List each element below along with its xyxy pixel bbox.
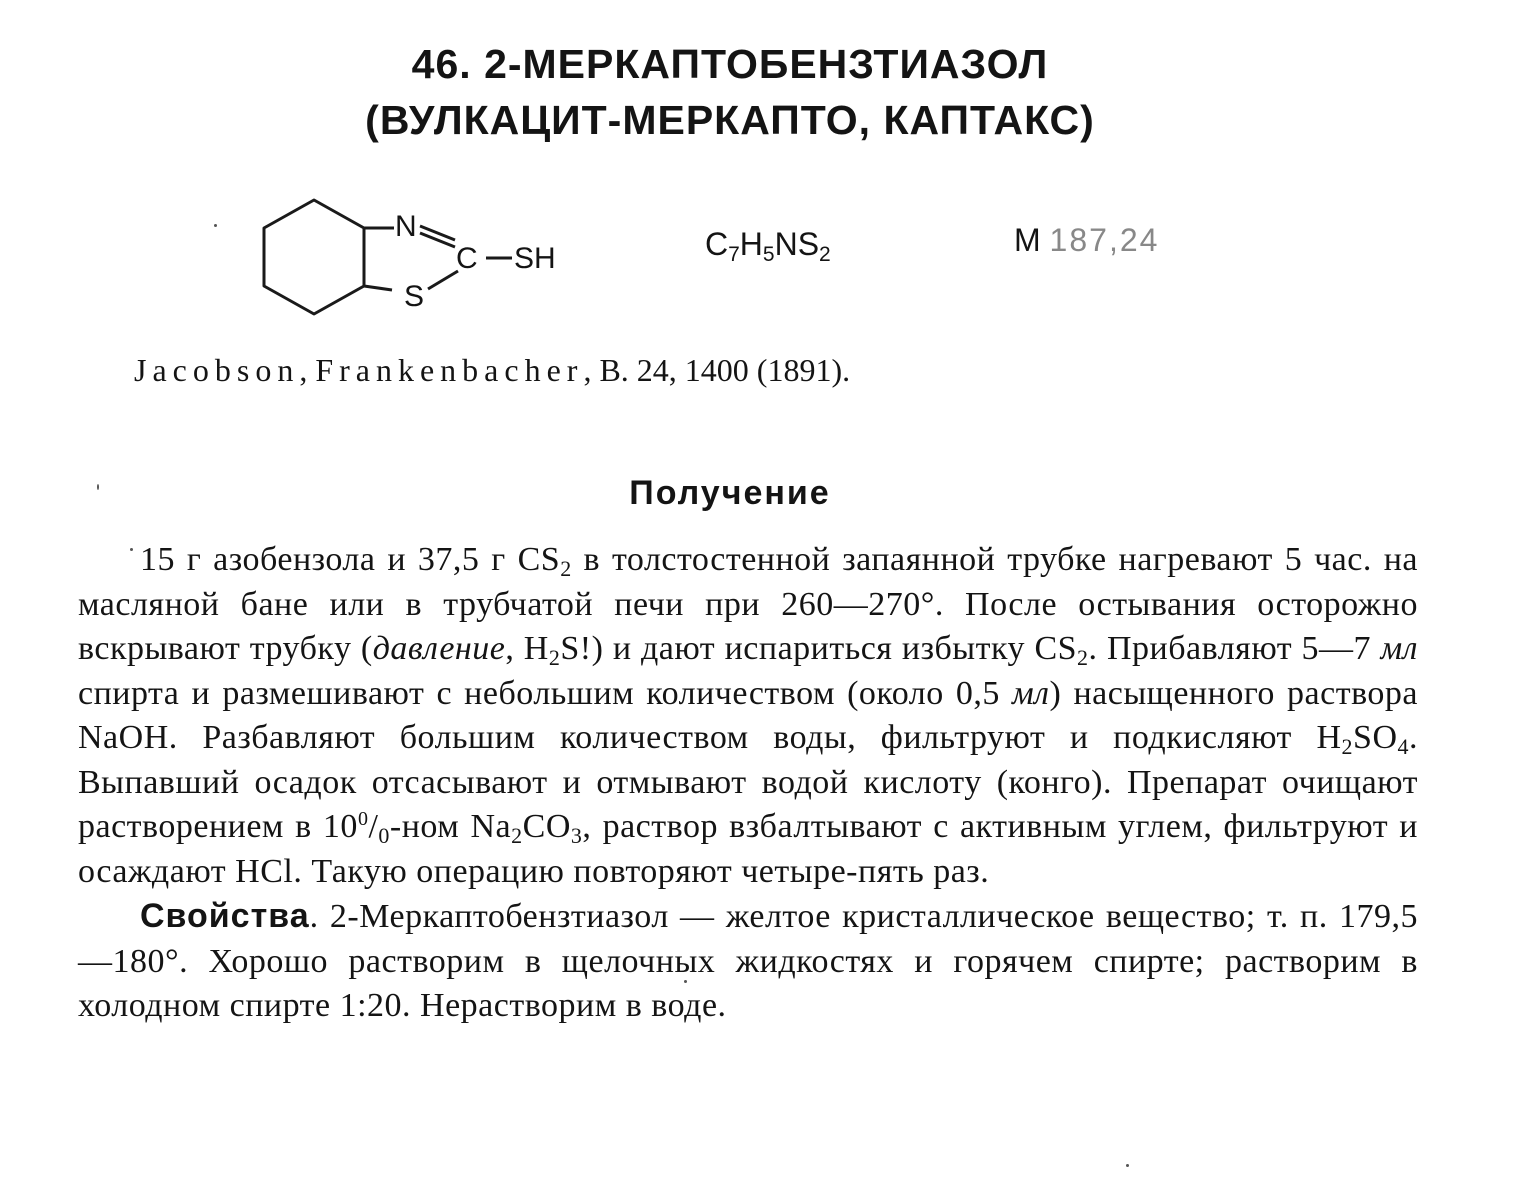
compound-name: 2-МЕРКАПТОБЕНЗТИАЗОЛ <box>484 41 1049 87</box>
molecular-weight <box>1014 222 1159 259</box>
literature-reference: Jacobson, Frankenbacher, B. 24, 1400 (1891). <box>134 352 851 388</box>
print-speck <box>1126 1164 1129 1167</box>
preparation-paragraph: 15 г азобензола и 37,5 г $CS_2$ в толстостенной запаянной трубке нагревают 5 час. на масляной бане или в трубчатой печи при 260—270°. После остывания осторожно вскрывают трубку (давление, $H_2S$!) и дают испариться избытку $CS_2$. Прибавляют 5—7 мл спирта и размешивают с небольшим количеством (около 0,5 мл) насыщенного раствора NaOH. Разбавляют большим количеством воды, фильтруют и подкисляют $H_2SO_4$. Выпавший осадок отсасывают и отмывают водой кислоту (конго). Препарат очищают растворением в $10^0/_0$-ном $Na_2CO_3$, раствор взбалтывают с активным углем, фильтруют и осаждают HCl. Такую операцию повторяют четыре-пять раз. <box>78 541 1419 890</box>
reference-citation: B. 24, 1400 (1891). <box>599 352 851 388</box>
print-speck <box>684 980 687 983</box>
group-sh-label: SH <box>514 242 556 275</box>
section-heading-preparation: Получение <box>629 474 831 512</box>
atom-c-label: C <box>456 242 478 275</box>
reference-author-1: Jacobson <box>134 352 300 388</box>
print-speck <box>214 224 217 227</box>
compound-synonyms: (ВУЛКАЦИТ-МЕРКАПТО, КАПТАКС) <box>365 97 1095 143</box>
properties-label: Свойства <box>140 897 310 935</box>
molecular-weight-label: M <box>1014 222 1041 258</box>
benzene-ring <box>264 200 364 314</box>
atom-n-label: N <box>395 210 417 243</box>
compound-number: 46. <box>411 41 472 87</box>
compound-title <box>300 41 1160 87</box>
bond-s-c <box>428 271 458 289</box>
bond-n-c-2 <box>420 233 455 247</box>
structural-formula-diagram <box>252 196 582 321</box>
body-text <box>78 538 1418 1029</box>
molecular-formula: $C_7H_5NS_2$ <box>705 226 831 266</box>
print-speck <box>130 548 133 551</box>
print-speck <box>97 484 99 490</box>
properties-text: . 2-Меркаптобензтиазол — желтое кристаллическое вещество; т. п. 179,5—180°. Хорошо растворим в щелочных жидкостях и горячем спирте; растворим в холодном спирте 1:20. Нерастворим в воде. <box>78 898 1418 1024</box>
atom-s-label: S <box>404 280 425 313</box>
bond-ring-s <box>364 286 392 290</box>
properties-paragraph <box>78 894 1418 1029</box>
reference-author-2: Frankenbacher <box>315 352 584 388</box>
bond-n-c-1 <box>420 226 455 240</box>
molecular-weight-value: 187,24 <box>1049 222 1160 258</box>
